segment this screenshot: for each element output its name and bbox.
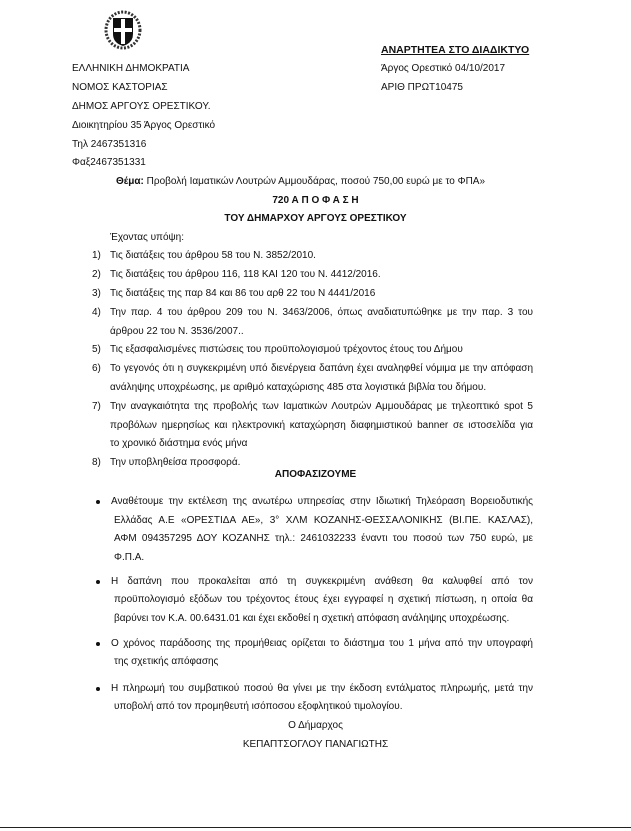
decision-item-text: Η πληρωμή του συμβατικού ποσού θα γίνει με την έκδοση εντάλματος πληρωμής, μετά την xyxy=(111,683,533,694)
org-address: Διοικητηρίου 35 Άργος Ορεστικό xyxy=(72,120,216,131)
decision-item-text: της σχετικής απόφασης xyxy=(114,656,219,667)
list-item-text: Την υποβληθείσα προσφορά. xyxy=(110,457,241,468)
list-item-text: Τις διατάξεις του άρθρου 116, 118 ΚΑΙ 120 του Ν. 4412/2016. xyxy=(110,269,381,280)
decision-subtitle: ΤΟΥ ΔΗΜΑΡΧΟΥ ΑΡΓΟΥΣ ΟΡΕΣΤΙΚΟΥ xyxy=(224,213,407,224)
list-item-number: 2) xyxy=(92,269,101,280)
list-item-text: το χρονικό διάστημα ενός μήνα xyxy=(110,438,248,449)
list-item-number: 6) xyxy=(92,363,101,374)
list-item-text: άρθρου 22 του Ν. 3536/2007.. xyxy=(110,326,244,337)
bullet-icon xyxy=(96,687,100,691)
decision-title: 720 Α Π Ο Φ Α Σ Η xyxy=(272,195,359,206)
org-municipality: ΔΗΜΟΣ ΑΡΓΟΥΣ ΟΡΕΣΤΙΚΟΥ. xyxy=(72,101,211,112)
decision-item-text: προϋπολογισμό εξόδων του τρέχοντος έτους έχει εγγραφεί η σχετική πίστωση, η οποία θα xyxy=(114,594,533,605)
bullet-icon xyxy=(96,500,100,504)
decision-item-text: ΑΦΜ 094357295 ΔΟΥ ΚΟΖΑΝΗΣ τηλ.: 2461032233 έναντι του ποσού των 750 ευρώ, με xyxy=(114,533,533,544)
decision-item-text: βαρύνει τον Κ.Α. 00.6431.01 και έχει εκδοθεί η σχετική απόφαση ανάληψης υποχρέωσης. xyxy=(114,613,510,624)
date-line: Άργος Ορεστικό 04/10/2017 xyxy=(381,63,506,74)
list-item-number: 5) xyxy=(92,344,101,355)
list-item-number: 1) xyxy=(92,250,101,261)
list-item-number: 8) xyxy=(92,457,101,468)
posting-notice: ΑΝΑΡΤΗΤΕΑ ΣΤΟ ΔΙΑΔΙΚΤΥΟ xyxy=(381,44,530,56)
subject-text: Προβολή Ιαματικών Λουτρών Αμμουδάρας, ποσού 750,00 ευρώ με το ΦΠΑ» xyxy=(143,176,486,187)
protocol-number: ΑΡΙΘ ΠΡΩΤ10475 xyxy=(381,82,463,93)
list-item-text: ανάληψης υποχρέωσης, με αριθμό καταχώρισης 485 στα λογιστικά βιβλία του δήμου. xyxy=(110,382,487,393)
bullet-icon xyxy=(96,642,100,646)
org-phone: Τηλ 2467351316 xyxy=(72,139,147,150)
decision-item-text: Η δαπάνη που προκαλείται από τη συγκεκριμένη ανάθεση θα καλυφθεί από τον xyxy=(111,576,533,587)
decision-item-text: Φ.Π.Α. xyxy=(114,552,145,563)
subject-line xyxy=(116,176,485,188)
list-item-text: Το γεγονός ότι η συγκεκριμένη υπό διενέργεια δαπάνη έχει αναληφθεί νόμιμα με την απόφαση xyxy=(110,363,533,374)
list-item-text: Την παρ. 4 του άρθρου 209 του Ν. 3463/2006, όπως αναδιατυπώθηκε με την παρ. 3 του xyxy=(110,307,533,318)
org-fax: Φαξ2467351331 xyxy=(72,157,146,168)
org-country: ΕΛΛΗΝΙΚΗ ΔΗΜΟΚΡΑΤΙΑ xyxy=(72,63,190,74)
list-item-number: 4) xyxy=(92,307,101,318)
greek-coat-of-arms-emblem xyxy=(104,10,142,50)
subject-label: Θέμα: xyxy=(116,176,144,187)
we-decide-heading: ΑΠΟΦΑΣΙΖΟΥΜΕ xyxy=(274,469,357,480)
signatory-role: Ο Δήμαρχος xyxy=(288,720,343,731)
decision-item-text: Ο χρόνος παράδοσης της προμήθειας ορίζεται το διάστημα του 1 μήνα από την υπογραφή xyxy=(111,638,533,649)
list-item-text: Τις διατάξεις της παρ 84 και 86 του αρθ 22 του Ν 4441/2016 xyxy=(110,288,376,299)
list-item-text: Τις διατάξεις του άρθρου 58 του Ν. 3852/2010. xyxy=(110,250,316,261)
signatory-name: ΚΕΠΑΠΤΣΟΓΛΟΥ ΠΑΝΑΓΙΩΤΗΣ xyxy=(242,739,389,750)
decision-item-text: Ελλάδας Α.Ε «ΟΡΕΣΤΙΔΑ ΑΕ», 3° ΧΛΜ ΚΟΖΑΝΗΣ-ΘΕΣΣΑΛΟΝΙΚΗΣ (ΒΙ.ΠΕ. ΚΑΣΛΑΣ), xyxy=(114,515,533,526)
list-item-text: Τις εξασφαλισμένες πιστώσεις του προϋπολογισμού τρέχοντος έτους του Δήμου xyxy=(110,344,463,355)
list-item-number: 7) xyxy=(92,401,101,412)
list-item-text: Την αναγκαιότητα της προβολής των Ιαματικών Λουτρών Αμμουδάρας με τηλεοπτικό spot 5 xyxy=(110,401,533,412)
considering-heading: Έχοντας υπόψη: xyxy=(110,232,184,243)
decision-item-text: Αναθέτουμε την εκτέλεση της ανωτέρω υπηρεσίας στην Ιδιωτική Τηλεόραση Βορειοδυτικής xyxy=(111,496,533,507)
decision-item-text: υποβολή από τον προμηθευτή ισόποσου εξοφλητικού τιμολογίου. xyxy=(114,701,403,712)
page-bottom-divider xyxy=(0,827,631,828)
list-item-number: 3) xyxy=(92,288,101,299)
list-item-text: προβόλων ημερησίως και ηλεκτρονική καταχώρηση διαφημιστικού banner σε ιστοσελίδα για xyxy=(110,420,533,431)
org-prefecture: ΝΟΜΟΣ ΚΑΣΤΟΡΙΑΣ xyxy=(72,82,168,93)
bullet-icon xyxy=(96,580,100,584)
